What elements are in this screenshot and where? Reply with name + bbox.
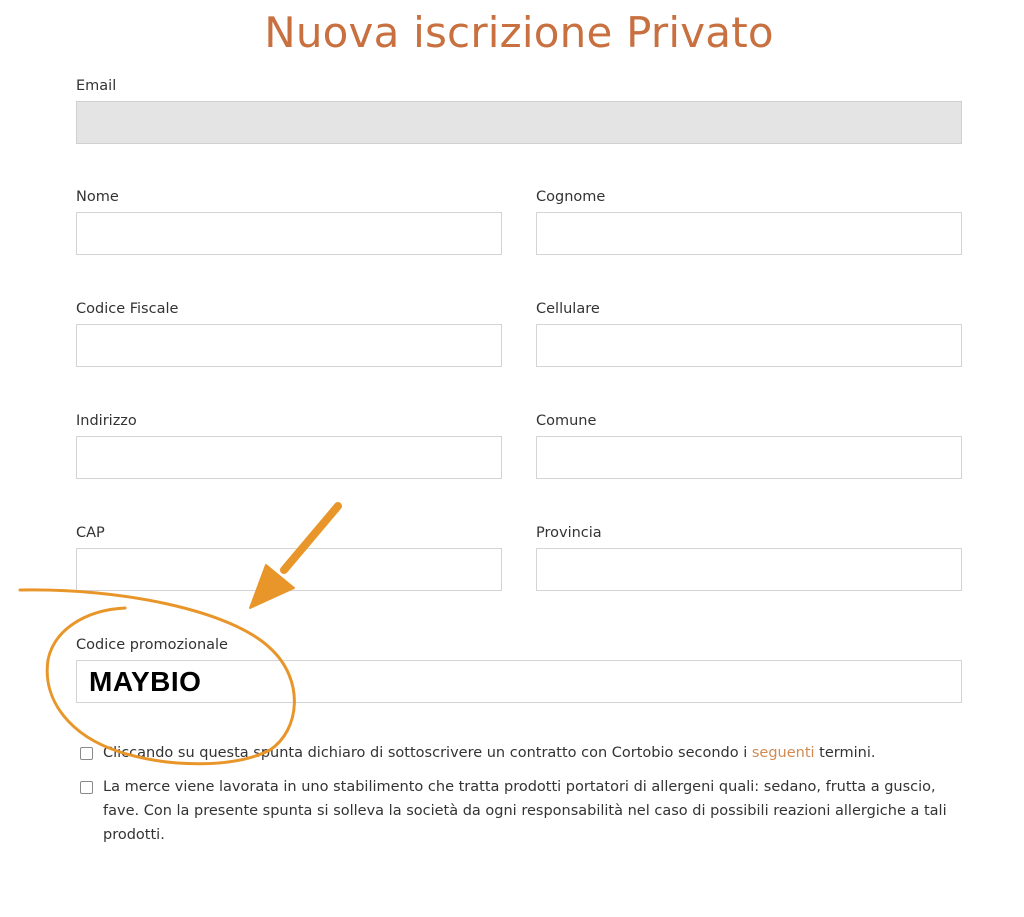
comune-input[interactable] [536,436,962,479]
promo-code-field-group [76,634,962,703]
contract-text-after: termini. [814,745,876,761]
promo-code-label: Codice promozionale [76,637,228,653]
terms-link[interactable]: seguenti [751,745,815,761]
cognome-label: Cognome [536,189,606,205]
cellulare-field-group [536,298,962,367]
cognome-field-group [536,186,962,255]
comune-label: Comune [536,413,597,429]
cap-field-group [76,522,502,591]
cap-input[interactable] [76,548,502,591]
contract-consent-row [76,744,956,765]
contract-consent-checkbox[interactable] [80,747,93,760]
cap-label: CAP [76,525,105,541]
comune-field-group [536,410,962,479]
promo-code-input[interactable] [76,660,962,703]
allergen-consent-row [76,778,956,847]
provincia-field-group [536,522,962,591]
cellulare-label: Cellulare [536,301,600,317]
provincia-input[interactable] [536,548,962,591]
email-input[interactable] [76,101,962,144]
cellulare-input[interactable] [536,324,962,367]
nome-field-group [76,186,502,255]
email-label: Email [76,78,117,94]
codice-fiscale-label: Codice Fiscale [76,301,179,317]
nome-input[interactable] [76,212,502,255]
indirizzo-label: Indirizzo [76,413,137,429]
codice-fiscale-field-group [76,298,502,367]
codice-fiscale-input[interactable] [76,324,502,367]
indirizzo-input[interactable] [76,436,502,479]
provincia-label: Provincia [536,525,602,541]
indirizzo-field-group [76,410,502,479]
cognome-input[interactable] [536,212,962,255]
allergen-consent-text: La merce viene lavorata in uno stabilimento che tratta prodotti portatori di allergeni quali: sedano, frutta a guscio, fave. Con la presente spunta si solleva la società da ogni responsabilità nel caso di possibili reazioni allergiche a tali prodotti. [103,779,947,843]
page-title: Nuova iscrizione Privato [264,8,774,57]
contract-consent-text [103,741,875,765]
email-field-group [76,75,962,144]
allergen-consent-checkbox[interactable] [80,781,93,794]
contract-text-before: Cliccando su questa spunta dichiaro di sottoscrivere un contratto con Cortobio secondo i [103,745,752,761]
nome-label: Nome [76,189,119,205]
